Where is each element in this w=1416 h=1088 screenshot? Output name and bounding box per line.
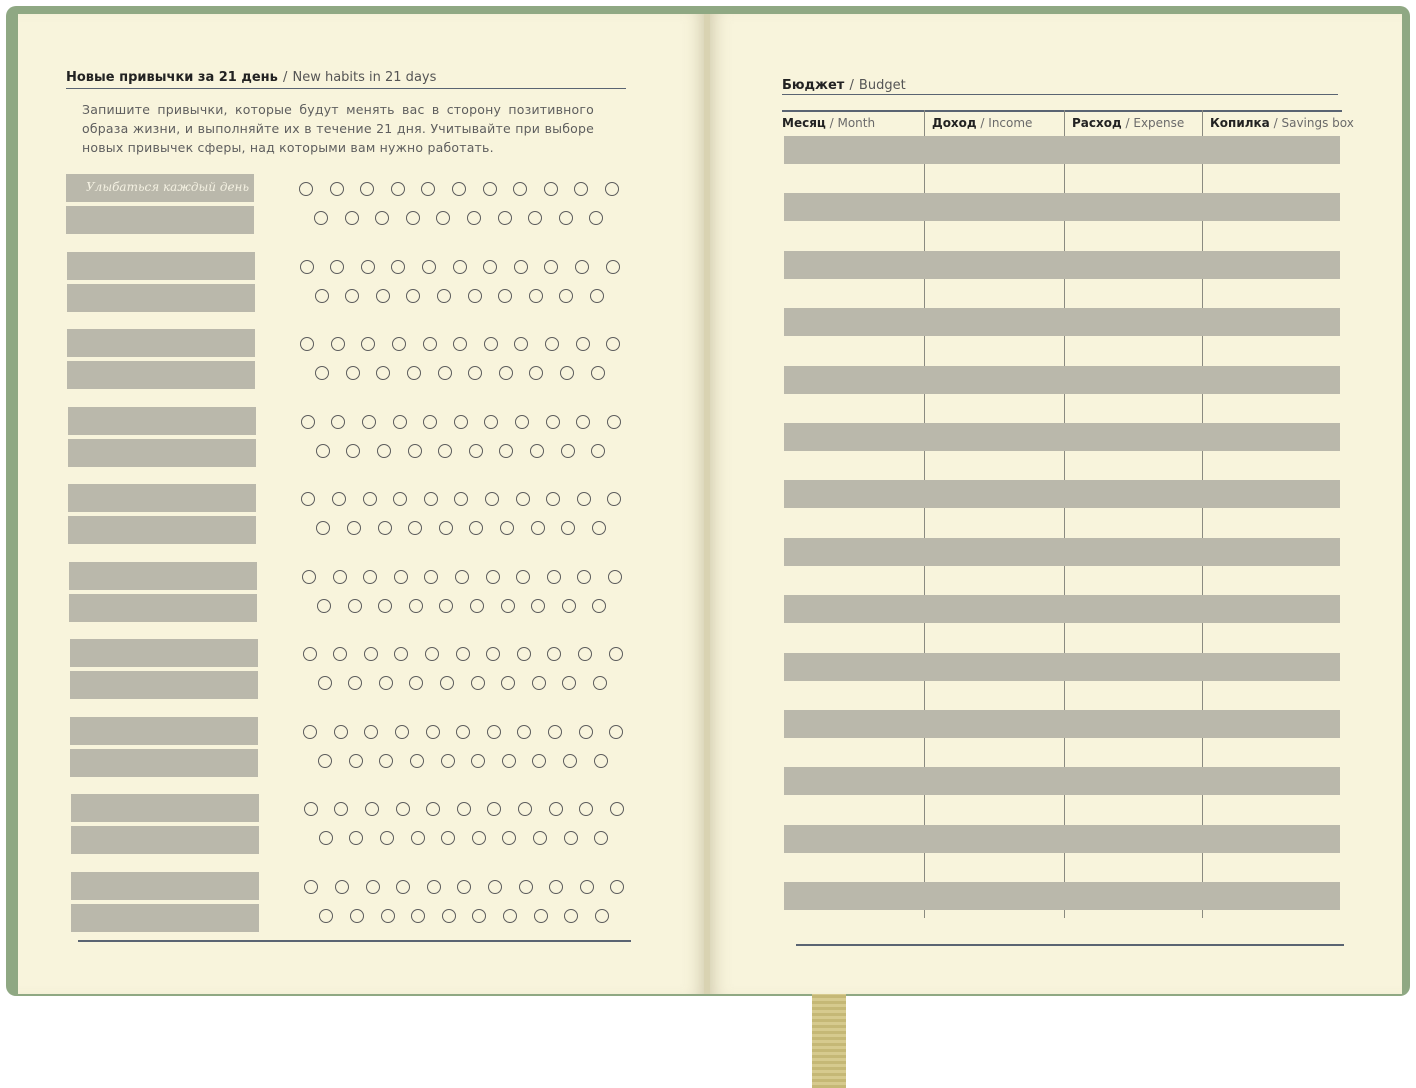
day-checkbox[interactable]	[441, 754, 455, 768]
page-title-habits	[66, 66, 626, 89]
habit-label	[68, 407, 256, 413]
day-checkbox[interactable]	[333, 647, 347, 661]
budget-row[interactable]	[784, 423, 1340, 451]
day-checkbox[interactable]	[423, 415, 437, 429]
budget-row[interactable]	[784, 710, 1340, 738]
day-checkbox[interactable]	[363, 570, 377, 584]
column-header-ru: Расход	[1072, 116, 1122, 130]
day-checkbox[interactable]	[394, 570, 408, 584]
day-checkbox[interactable]	[514, 337, 528, 351]
day-checkbox[interactable]	[318, 676, 332, 690]
budget-row[interactable]	[784, 653, 1340, 681]
day-checkbox[interactable]	[440, 676, 454, 690]
title-ru: Новые привычки за 21 день	[66, 70, 278, 85]
day-checkbox[interactable]	[408, 444, 422, 458]
day-checkbox[interactable]	[574, 182, 588, 196]
day-checkbox[interactable]	[319, 831, 333, 845]
day-checkbox[interactable]	[592, 599, 606, 613]
habit-label	[71, 872, 259, 878]
habit-field[interactable]	[71, 794, 259, 822]
day-checkbox[interactable]	[376, 366, 390, 380]
day-checkbox[interactable]	[411, 909, 425, 923]
day-checkbox[interactable]	[361, 260, 375, 274]
day-checkbox[interactable]	[394, 647, 408, 661]
day-checkbox[interactable]	[545, 337, 559, 351]
day-checkbox[interactable]	[610, 880, 624, 894]
day-checkbox[interactable]	[454, 492, 468, 506]
page-title-budget	[782, 74, 1338, 95]
day-checkbox[interactable]	[366, 880, 380, 894]
day-checkbox[interactable]	[300, 337, 314, 351]
day-checkbox[interactable]	[503, 909, 517, 923]
day-checkbox[interactable]	[439, 521, 453, 535]
day-checkbox[interactable]	[544, 260, 558, 274]
column-header	[1210, 116, 1354, 130]
day-checkbox[interactable]	[301, 492, 315, 506]
day-checkbox[interactable]	[315, 366, 329, 380]
day-checkbox[interactable]	[468, 289, 482, 303]
day-checkbox[interactable]	[375, 211, 389, 225]
day-checkbox[interactable]	[609, 725, 623, 739]
day-checkbox[interactable]	[348, 676, 362, 690]
intro-text: Запишите привычки, которые будут менять вас в сторону позитивного образа жизни, и выполняйте их в течение 21 дня. Учитывайте при выборе новых привычек сферы, над которыми вам нужно работать.	[82, 102, 594, 155]
day-checkbox[interactable]	[498, 289, 512, 303]
right-page	[710, 14, 1402, 994]
day-checkbox[interactable]	[564, 831, 578, 845]
day-checkbox[interactable]	[546, 492, 560, 506]
day-checkbox[interactable]	[518, 802, 532, 816]
day-checkbox[interactable]	[396, 802, 410, 816]
habit-field[interactable]	[71, 872, 259, 900]
day-checkbox[interactable]	[335, 880, 349, 894]
day-checkbox[interactable]	[438, 444, 452, 458]
day-checkbox[interactable]	[486, 570, 500, 584]
day-checkbox[interactable]	[380, 831, 394, 845]
day-checkbox[interactable]	[595, 909, 609, 923]
day-checkbox[interactable]	[515, 415, 529, 429]
day-checkbox[interactable]	[549, 802, 563, 816]
day-checkbox[interactable]	[579, 725, 593, 739]
day-checkbox[interactable]	[406, 289, 420, 303]
budget-title-ru: Бюджет	[782, 78, 845, 93]
day-checkbox[interactable]	[575, 260, 589, 274]
day-checkbox[interactable]	[345, 211, 359, 225]
day-checkbox[interactable]	[408, 521, 422, 535]
column-header-ru: Копилка	[1210, 116, 1270, 130]
bottom-rule	[78, 940, 631, 942]
day-checkbox[interactable]	[334, 725, 348, 739]
day-checkbox[interactable]	[532, 676, 546, 690]
day-checkbox[interactable]	[589, 211, 603, 225]
day-checkbox[interactable]	[304, 802, 318, 816]
day-checkbox[interactable]	[452, 182, 466, 196]
day-checkbox[interactable]	[346, 366, 360, 380]
column-header-en: Savings box	[1281, 116, 1354, 130]
day-checkbox[interactable]	[393, 492, 407, 506]
day-checkbox[interactable]	[350, 909, 364, 923]
day-checkbox[interactable]	[590, 289, 604, 303]
day-checkbox[interactable]	[501, 676, 515, 690]
day-checkbox[interactable]	[362, 415, 376, 429]
day-checkbox[interactable]	[577, 570, 591, 584]
day-checkbox[interactable]	[300, 260, 314, 274]
day-checkbox[interactable]	[484, 337, 498, 351]
left-page	[18, 14, 704, 994]
column-header-separator: /	[1269, 116, 1282, 130]
day-checkbox[interactable]	[546, 415, 560, 429]
day-checkbox[interactable]	[544, 182, 558, 196]
day-checkbox[interactable]	[457, 802, 471, 816]
column-divider	[1064, 110, 1065, 918]
day-checkbox[interactable]	[561, 444, 575, 458]
column-header-en: Income	[988, 116, 1033, 130]
habit-label	[67, 252, 255, 258]
day-checkbox[interactable]	[315, 289, 329, 303]
column-header-en: Expense	[1133, 116, 1185, 130]
day-checkbox[interactable]	[530, 444, 544, 458]
day-checkbox[interactable]	[334, 802, 348, 816]
day-checkbox[interactable]	[330, 182, 344, 196]
day-checkbox[interactable]	[347, 521, 361, 535]
bookmark-ribbon	[812, 992, 846, 1088]
day-checkbox[interactable]	[469, 521, 483, 535]
habit-label	[68, 484, 256, 490]
day-checkbox[interactable]	[396, 880, 410, 894]
day-checkbox[interactable]	[548, 725, 562, 739]
habit-label	[71, 794, 259, 800]
day-checkbox[interactable]	[438, 366, 452, 380]
day-checkbox[interactable]	[302, 570, 316, 584]
day-checkbox[interactable]	[576, 337, 590, 351]
column-divider	[924, 110, 925, 918]
day-checkbox[interactable]	[303, 647, 317, 661]
day-checkbox[interactable]	[500, 521, 514, 535]
day-checkbox[interactable]	[363, 492, 377, 506]
day-checkbox[interactable]	[578, 647, 592, 661]
day-checkbox[interactable]	[470, 599, 484, 613]
day-checkbox[interactable]	[422, 260, 436, 274]
day-checkbox[interactable]	[456, 647, 470, 661]
day-checkbox[interactable]	[534, 909, 548, 923]
day-checkbox[interactable]	[301, 415, 315, 429]
budget-row[interactable]	[784, 251, 1340, 279]
habit-label	[69, 562, 257, 568]
day-checkbox[interactable]	[364, 647, 378, 661]
day-checkbox[interactable]	[381, 909, 395, 923]
column-header	[1072, 116, 1184, 130]
day-checkbox[interactable]	[607, 415, 621, 429]
day-checkbox[interactable]	[486, 647, 500, 661]
day-checkbox[interactable]	[423, 337, 437, 351]
day-checkbox[interactable]	[365, 802, 379, 816]
day-checkbox[interactable]	[360, 182, 374, 196]
day-checkbox[interactable]	[487, 802, 501, 816]
day-checkbox[interactable]	[467, 211, 481, 225]
day-checkbox[interactable]	[529, 366, 543, 380]
bottom-rule-right	[796, 944, 1344, 946]
day-checkbox[interactable]	[501, 599, 515, 613]
day-checkbox[interactable]	[533, 831, 547, 845]
day-checkbox[interactable]	[361, 337, 375, 351]
day-checkbox[interactable]	[528, 211, 542, 225]
day-checkbox[interactable]	[502, 754, 516, 768]
budget-title-separator: /	[849, 78, 854, 93]
day-checkbox[interactable]	[314, 211, 328, 225]
column-divider	[1202, 110, 1203, 918]
day-checkbox[interactable]	[299, 182, 313, 196]
day-checkbox[interactable]	[436, 211, 450, 225]
day-checkbox[interactable]	[471, 754, 485, 768]
day-checkbox[interactable]	[454, 415, 468, 429]
day-checkbox[interactable]	[564, 909, 578, 923]
day-checkbox[interactable]	[610, 802, 624, 816]
day-checkbox[interactable]	[424, 492, 438, 506]
day-checkbox[interactable]	[485, 492, 499, 506]
day-checkbox[interactable]	[393, 415, 407, 429]
day-checkbox[interactable]	[547, 647, 561, 661]
day-checkbox[interactable]	[331, 337, 345, 351]
budget-row[interactable]	[784, 136, 1340, 164]
column-header	[932, 116, 1032, 130]
day-checkbox[interactable]	[333, 570, 347, 584]
day-checkbox[interactable]	[409, 676, 423, 690]
habit-label	[67, 329, 255, 335]
day-checkbox[interactable]	[410, 754, 424, 768]
day-checkbox[interactable]	[609, 647, 623, 661]
column-header-separator: /	[825, 116, 838, 130]
title-separator: /	[282, 70, 288, 85]
day-checkbox[interactable]	[303, 725, 317, 739]
title-en: New habits in 21 days	[292, 70, 437, 85]
day-checkbox[interactable]	[606, 260, 620, 274]
day-checkbox[interactable]	[502, 831, 516, 845]
day-checkbox[interactable]	[348, 599, 362, 613]
day-checkbox[interactable]	[498, 211, 512, 225]
day-checkbox[interactable]	[376, 289, 390, 303]
habit-field-second-line[interactable]	[71, 904, 259, 932]
day-checkbox[interactable]	[559, 211, 573, 225]
budget-row[interactable]	[784, 308, 1340, 336]
day-checkbox[interactable]	[316, 444, 330, 458]
day-checkbox[interactable]	[579, 802, 593, 816]
day-checkbox[interactable]	[577, 492, 591, 506]
day-checkbox[interactable]	[331, 415, 345, 429]
day-checkbox[interactable]	[561, 521, 575, 535]
habit-field-second-line[interactable]	[70, 671, 258, 699]
day-checkbox[interactable]	[516, 570, 530, 584]
day-checkbox[interactable]	[607, 492, 621, 506]
day-checkbox[interactable]	[547, 570, 561, 584]
table-top-rule	[782, 110, 1342, 112]
day-checkbox[interactable]	[349, 831, 363, 845]
column-header-separator: /	[976, 116, 989, 130]
day-checkbox[interactable]	[529, 289, 543, 303]
day-checkbox[interactable]	[346, 444, 360, 458]
day-checkbox[interactable]	[317, 599, 331, 613]
budget-row[interactable]	[784, 193, 1340, 221]
habit-field[interactable]	[70, 639, 258, 667]
habit-field-second-line[interactable]	[68, 439, 256, 467]
habit-field[interactable]	[70, 717, 258, 745]
habit-field-second-line[interactable]	[67, 361, 255, 389]
day-checkbox[interactable]	[576, 415, 590, 429]
day-checkbox[interactable]	[472, 831, 486, 845]
habit-field[interactable]	[69, 562, 257, 590]
budget-row[interactable]	[784, 825, 1340, 853]
budget-table	[782, 110, 1354, 918]
day-checkbox[interactable]	[517, 647, 531, 661]
day-checkbox[interactable]	[517, 725, 531, 739]
habit-field[interactable]	[66, 174, 254, 202]
column-header	[782, 116, 875, 130]
day-checkbox[interactable]	[483, 182, 497, 196]
habit-field-second-line[interactable]	[68, 516, 256, 544]
day-checkbox[interactable]	[483, 260, 497, 274]
day-checkbox[interactable]	[377, 444, 391, 458]
day-checkbox[interactable]	[395, 725, 409, 739]
day-checkbox[interactable]	[531, 521, 545, 535]
day-checkbox[interactable]	[411, 831, 425, 845]
day-checkbox[interactable]	[562, 676, 576, 690]
day-checkbox[interactable]	[593, 676, 607, 690]
habit-field[interactable]	[68, 484, 256, 512]
day-checkbox[interactable]	[409, 599, 423, 613]
day-checkbox[interactable]	[379, 754, 393, 768]
column-header-ru: Доход	[932, 116, 977, 130]
column-header-ru: Месяц	[782, 116, 826, 130]
day-checkbox[interactable]	[441, 831, 455, 845]
day-checkbox[interactable]	[471, 676, 485, 690]
day-checkbox[interactable]	[378, 521, 392, 535]
day-checkbox[interactable]	[330, 260, 344, 274]
day-checkbox[interactable]	[421, 182, 435, 196]
day-checkbox[interactable]	[442, 909, 456, 923]
habit-field-second-line[interactable]	[66, 206, 254, 234]
day-checkbox[interactable]	[424, 570, 438, 584]
budget-row[interactable]	[784, 480, 1340, 508]
column-header-separator: /	[1121, 116, 1134, 130]
budget-row[interactable]	[784, 882, 1340, 910]
day-checkbox[interactable]	[594, 831, 608, 845]
day-checkbox[interactable]	[332, 492, 346, 506]
habit-field-second-line[interactable]	[67, 284, 255, 312]
day-checkbox[interactable]	[580, 880, 594, 894]
day-checkbox[interactable]	[407, 366, 421, 380]
day-checkbox[interactable]	[316, 521, 330, 535]
day-checkbox[interactable]	[453, 337, 467, 351]
habit-field-second-line[interactable]	[71, 826, 259, 854]
day-checkbox[interactable]	[591, 366, 605, 380]
habit-label	[70, 717, 258, 723]
day-checkbox[interactable]	[484, 415, 498, 429]
day-checkbox[interactable]	[457, 880, 471, 894]
day-checkbox[interactable]	[406, 211, 420, 225]
day-checkbox[interactable]	[499, 366, 513, 380]
day-checkbox[interactable]	[304, 880, 318, 894]
day-checkbox[interactable]	[391, 182, 405, 196]
habit-field-second-line[interactable]	[70, 749, 258, 777]
day-checkbox[interactable]	[379, 676, 393, 690]
day-checkbox[interactable]	[427, 880, 441, 894]
habit-label	[70, 639, 258, 645]
day-checkbox[interactable]	[499, 444, 513, 458]
day-checkbox[interactable]	[532, 754, 546, 768]
habit-field[interactable]	[67, 329, 255, 357]
habit-label: Улыбаться каждый день	[86, 180, 249, 194]
day-checkbox[interactable]	[425, 647, 439, 661]
day-checkbox[interactable]	[345, 289, 359, 303]
day-checkbox[interactable]	[606, 337, 620, 351]
day-checkbox[interactable]	[319, 909, 333, 923]
day-checkbox[interactable]	[549, 880, 563, 894]
budget-row[interactable]	[784, 538, 1340, 566]
day-checkbox[interactable]	[559, 289, 573, 303]
budget-row[interactable]	[784, 595, 1340, 623]
habit-field-second-line[interactable]	[69, 594, 257, 622]
day-checkbox[interactable]	[519, 880, 533, 894]
day-checkbox[interactable]	[592, 521, 606, 535]
habit-field[interactable]	[68, 407, 256, 435]
day-checkbox[interactable]	[453, 260, 467, 274]
day-checkbox[interactable]	[591, 444, 605, 458]
day-checkbox[interactable]	[392, 337, 406, 351]
day-checkbox[interactable]	[455, 570, 469, 584]
day-checkbox[interactable]	[562, 599, 576, 613]
day-checkbox[interactable]	[563, 754, 577, 768]
budget-title-en: Budget	[858, 78, 906, 93]
budget-row[interactable]	[784, 366, 1340, 394]
habit-field[interactable]	[67, 252, 255, 280]
day-checkbox[interactable]	[514, 260, 528, 274]
day-checkbox[interactable]	[364, 725, 378, 739]
day-checkbox[interactable]	[468, 366, 482, 380]
day-checkbox[interactable]	[426, 802, 440, 816]
day-checkbox[interactable]	[516, 492, 530, 506]
day-checkbox[interactable]	[318, 754, 332, 768]
column-header-en: Month	[837, 116, 876, 130]
day-checkbox[interactable]	[560, 366, 574, 380]
day-checkbox[interactable]	[531, 599, 545, 613]
day-checkbox[interactable]	[469, 444, 483, 458]
day-checkbox[interactable]	[439, 599, 453, 613]
day-checkbox[interactable]	[349, 754, 363, 768]
day-checkbox[interactable]	[378, 599, 392, 613]
budget-row[interactable]	[784, 767, 1340, 795]
day-checkbox[interactable]	[437, 289, 451, 303]
day-checkbox[interactable]	[513, 182, 527, 196]
day-checkbox[interactable]	[594, 754, 608, 768]
day-checkbox[interactable]	[488, 880, 502, 894]
day-checkbox[interactable]	[608, 570, 622, 584]
day-checkbox[interactable]	[605, 182, 619, 196]
day-checkbox[interactable]	[487, 725, 501, 739]
day-checkbox[interactable]	[456, 725, 470, 739]
day-checkbox[interactable]	[426, 725, 440, 739]
day-checkbox[interactable]	[472, 909, 486, 923]
day-checkbox[interactable]	[391, 260, 405, 274]
